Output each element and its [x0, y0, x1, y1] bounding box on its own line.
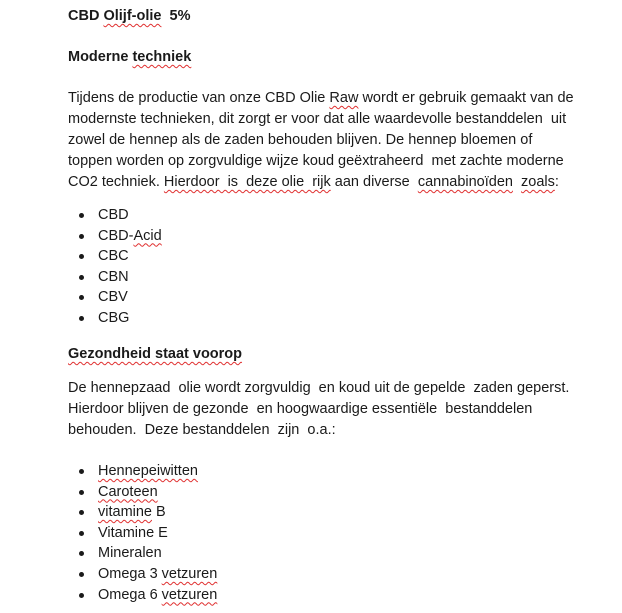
list-item-text: CBD-: [98, 227, 134, 244]
list-item-text: Omega 6: [98, 586, 162, 603]
list-item-text: CBD: [98, 207, 129, 223]
bullet-icon: [79, 295, 84, 300]
bullet-icon: [79, 510, 84, 515]
heading-misspelled-word: techniek: [132, 49, 192, 65]
section-heading-gezondheid: [68, 345, 242, 363]
title-suffix: 5%: [161, 8, 191, 24]
list-item: [68, 585, 217, 606]
title-misspelled-word: Olijf-olie: [103, 8, 162, 24]
heading-text: Gezondheid staat voorop: [68, 346, 243, 362]
bullet-icon: [79, 572, 84, 577]
paragraph-line: [68, 88, 598, 109]
list-item-text: B: [152, 504, 166, 521]
list-item: [68, 205, 162, 226]
document-title: [68, 7, 190, 25]
paragraph-techniek: [68, 88, 598, 193]
text-run: aan diverse: [330, 174, 418, 190]
list-item-text: CBC: [98, 248, 129, 265]
list-item-text: CBV: [98, 289, 128, 306]
bullet-icon: [79, 490, 84, 495]
paragraph-line: [68, 172, 598, 193]
text-run: :: [554, 174, 559, 190]
list-item: [68, 523, 217, 544]
list-item-text: Vitamine E: [98, 524, 168, 541]
list-item-misspelled-word: vetzuren: [161, 586, 218, 603]
section-heading-techniek: [68, 48, 191, 66]
paragraph-line: De hennepzaad olie wordt zorgvuldig en koud uit de gepelde zaden geperst.: [68, 380, 570, 396]
bullet-icon: [79, 531, 84, 536]
paragraph-line: modernste technieken, dit zorgt er voor dat alle waardevolle bestanddelen uit: [68, 111, 567, 127]
list-item: [68, 564, 217, 585]
list-item: [68, 308, 162, 329]
misspelled-word: Raw: [329, 90, 359, 106]
bullet-icon: [79, 234, 84, 239]
text-run: Tijdens de productie van onze CBD Olie: [68, 90, 330, 106]
list-item: [68, 482, 217, 503]
bullet-icon: [79, 551, 84, 556]
list-item: [68, 461, 217, 482]
text-run: [513, 174, 521, 190]
paragraph-gezondheid: [68, 378, 598, 441]
bullet-icon: [79, 275, 84, 280]
list-item-misspelled-word: vetzuren: [161, 565, 218, 582]
list-item: [68, 226, 162, 247]
list-item-text: Omega 3: [98, 565, 162, 582]
bullet-icon: [79, 469, 84, 474]
list-item: [68, 502, 217, 523]
bullet-list-cannabinoids: [68, 205, 162, 329]
list-item: [68, 267, 162, 288]
list-item-misspelled-word: Caroteen: [98, 483, 158, 500]
paragraph-line: behouden. Deze bestanddelen zijn o.a.:: [68, 422, 336, 438]
text-run: CO2 techniek.: [68, 174, 164, 190]
bullet-icon: [79, 316, 84, 321]
paragraph-line: toppen worden op zorgvuldige wijze koud geëxtraheerd met zachte moderne: [68, 153, 564, 169]
list-item: [68, 287, 162, 308]
bullet-icon: [79, 593, 84, 598]
list-item-misspelled-word: Acid: [133, 227, 162, 244]
list-item: [68, 246, 162, 267]
list-item-misspelled-word: vitamine: [98, 504, 152, 521]
list-item-text: CBN: [98, 268, 129, 285]
misspelled-word: cannabinoïden: [417, 174, 513, 190]
text-run: wordt er gebruik gemaakt van de: [358, 90, 574, 106]
bullet-icon: [79, 254, 84, 259]
paragraph-line: Hierdoor blijven de gezonde en hoogwaardige essentiële bestanddelen: [68, 401, 533, 417]
list-item-text: Mineralen: [98, 545, 162, 562]
title-prefix: CBD: [68, 8, 104, 24]
bullet-icon: [79, 213, 84, 218]
bullet-list-ingredients: [68, 461, 217, 605]
misspelled-word: zoals: [521, 174, 555, 190]
list-item: [68, 543, 217, 564]
list-item-misspelled-word: Hennepeiwitten: [98, 463, 198, 479]
misspelled-phrase: Hierdoor is deze olie rijk: [163, 174, 331, 190]
paragraph-line: zowel de hennep als de zaden behouden blijven. De hennep bloemen of: [68, 132, 533, 148]
heading-first-word: Moderne: [68, 49, 129, 65]
list-item-text: CBG: [98, 309, 130, 326]
